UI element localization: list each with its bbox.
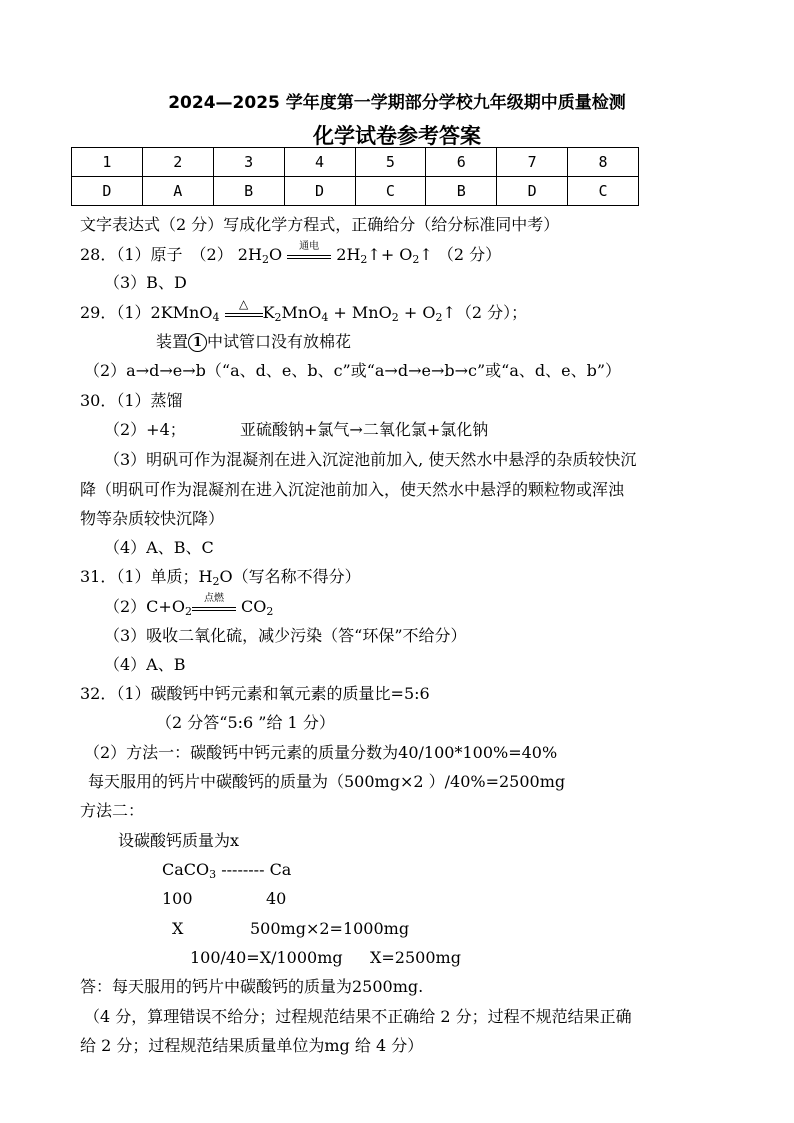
q29-line-1 <box>80 296 528 325</box>
q32-row-3a: 100/40=X/1000mg <box>190 948 343 967</box>
question-number: 5 <box>355 148 426 177</box>
subscript: 4 <box>321 311 329 324</box>
q29-line-2 <box>156 331 351 353</box>
reaction-condition <box>225 296 263 325</box>
q31-line-4: （4）A、B <box>104 655 186 674</box>
q31-line-1 <box>80 566 361 588</box>
reaction-condition <box>287 240 331 267</box>
q30-line-3b: 降（明矾可作为混凝剂在进入沉淀池前加入，使天然水中悬浮的颗粒物或浑浊 <box>80 480 625 499</box>
reaction-condition <box>192 592 236 619</box>
q30-text: （2）+4； <box>104 420 186 439</box>
q28-text: ↑ （2 分） <box>419 245 502 264</box>
answer-table-answer-row <box>72 177 639 206</box>
subscript: 3 <box>209 868 217 881</box>
q32-line-1: 32．（1）碳酸钙中钙元素和氧元素的质量比=5:6 <box>80 684 430 703</box>
q28-text: O <box>268 245 283 264</box>
q31-text: 31．（1）单质；H <box>80 567 213 586</box>
q32-row-1a: 100 <box>162 889 193 908</box>
q32-method-1: （2）方法一：碳酸钙中钙元素的质量分数为40/100*100%=40% <box>84 743 558 762</box>
q30-line-2b: 亚硫酸钠+氯气→二氧化氯+氯化钠 <box>240 420 489 439</box>
q32-equation <box>162 859 291 881</box>
q31-line-3: （3）吸收二氧化硫，减少污染（答“环保”不给分） <box>104 626 467 645</box>
q29-text: MnO <box>281 303 322 322</box>
answer-cell: D <box>497 177 568 206</box>
document-subtitle: 化学试卷参考答案 <box>313 124 481 148</box>
q32-answer: 答：每天服用的钙片中碳酸钙的质量为2500mg. <box>80 977 424 996</box>
answer-cell: C <box>568 177 639 206</box>
subscript: 2 <box>274 311 282 324</box>
q29-text: + MnO <box>328 303 392 322</box>
q29-line-3: （2）a→d→e→b（“a、d、e、b、c”或“a→d→e→b→c”或“a、d、e、b”） <box>84 361 621 380</box>
q28-text: ↑+ O <box>367 245 413 264</box>
q29-text: 装置 <box>156 332 189 351</box>
q32-scoring-a: （4 分，算理错误不给分；过程规范结果不正确给 2 分；过程不规范结果正确 <box>84 1007 632 1026</box>
q30-line-1: 30．（1）蒸馏 <box>80 391 183 410</box>
q32-line-1b: （2 分答“5:6 ”给 1 分） <box>156 713 335 732</box>
heat-symbol: △ <box>238 296 249 311</box>
answer-table <box>71 147 639 206</box>
circled-number-1: 1 <box>188 333 207 352</box>
subscript: 2 <box>412 253 420 266</box>
q32-method-2-label: 方法二： <box>80 801 145 820</box>
document-title: 2024—2025 学年度第一学期部分学校九年级期中质量检测 <box>168 93 626 113</box>
subscript: 2 <box>184 605 192 618</box>
q32-row-2a: X <box>172 919 184 938</box>
q28-text: 2H <box>336 245 361 264</box>
q32-set-x: 设碳酸钙质量为x <box>118 831 240 850</box>
q29-text: K <box>262 303 275 322</box>
q32-scoring-b: 给 2 分；过程规范结果质量单位为mg 给 4 分） <box>80 1036 424 1055</box>
q32-row-1b: 40 <box>266 889 287 908</box>
answer-cell: D <box>72 177 143 206</box>
q32-row-2b: 500mg×2=1000mg <box>250 919 410 938</box>
subscript: 2 <box>435 311 443 324</box>
subscript: 2 <box>261 253 269 266</box>
question-number: 8 <box>568 148 639 177</box>
q31-text: CO <box>235 597 267 616</box>
answer-table-number-row <box>72 148 639 177</box>
scoring-note: 文字表达式（2 分）写成化学方程式，正确给分（给分标准同中考） <box>80 215 560 234</box>
subscript: 2 <box>266 605 274 618</box>
answer-cell: B <box>426 177 497 206</box>
condition-label: 通电 <box>299 240 320 252</box>
q29-text: + O <box>398 303 436 322</box>
question-number: 6 <box>426 148 497 177</box>
q28-text: 28．（1）原子 （2） 2H <box>80 245 262 264</box>
q31-line-2 <box>104 592 274 619</box>
q30-line-2 <box>104 419 186 441</box>
question-number: 3 <box>213 148 284 177</box>
q30-line-3c: 物等杂质较快沉降） <box>80 509 225 528</box>
q28-line-1 <box>80 240 502 267</box>
answer-cell: D <box>284 177 355 206</box>
q32-eq-text: -------- Ca <box>216 860 292 879</box>
q29-text: 29．（1）2KMnO <box>80 303 213 322</box>
q28-line-3: （3）B、D <box>104 273 187 292</box>
question-number: 4 <box>284 148 355 177</box>
q32-row-3b: X=2500mg <box>370 948 461 967</box>
subscript: 2 <box>360 253 368 266</box>
subscript: 2 <box>212 575 220 588</box>
q30-line-3a: （3）明矾可作为混凝剂在进入沉淀池前加入, 使天然水中悬浮的杂质较快沉 <box>104 450 637 469</box>
answer-cell: B <box>213 177 284 206</box>
condition-label: 点燃 <box>203 592 224 604</box>
q32-eq-text: CaCO <box>162 860 210 879</box>
subscript: 2 <box>391 311 399 324</box>
q32-method-1-result: 每天服用的钙片中碳酸钙的质量为（500mg×2 ）/40%=2500mg <box>88 772 566 791</box>
answer-cell: A <box>142 177 213 206</box>
question-number: 2 <box>142 148 213 177</box>
q29-text: 中试管口没有放棉花 <box>207 332 352 351</box>
q31-text: （2）C+O <box>104 597 185 616</box>
q31-text: O（写名称不得分） <box>219 567 361 586</box>
q30-line-4: （4）A、B、C <box>104 538 214 557</box>
question-number: 7 <box>497 148 568 177</box>
subscript: 4 <box>212 311 220 324</box>
answer-cell: C <box>355 177 426 206</box>
q29-text: ↑（2 分）； <box>442 303 528 322</box>
question-number: 1 <box>72 148 143 177</box>
